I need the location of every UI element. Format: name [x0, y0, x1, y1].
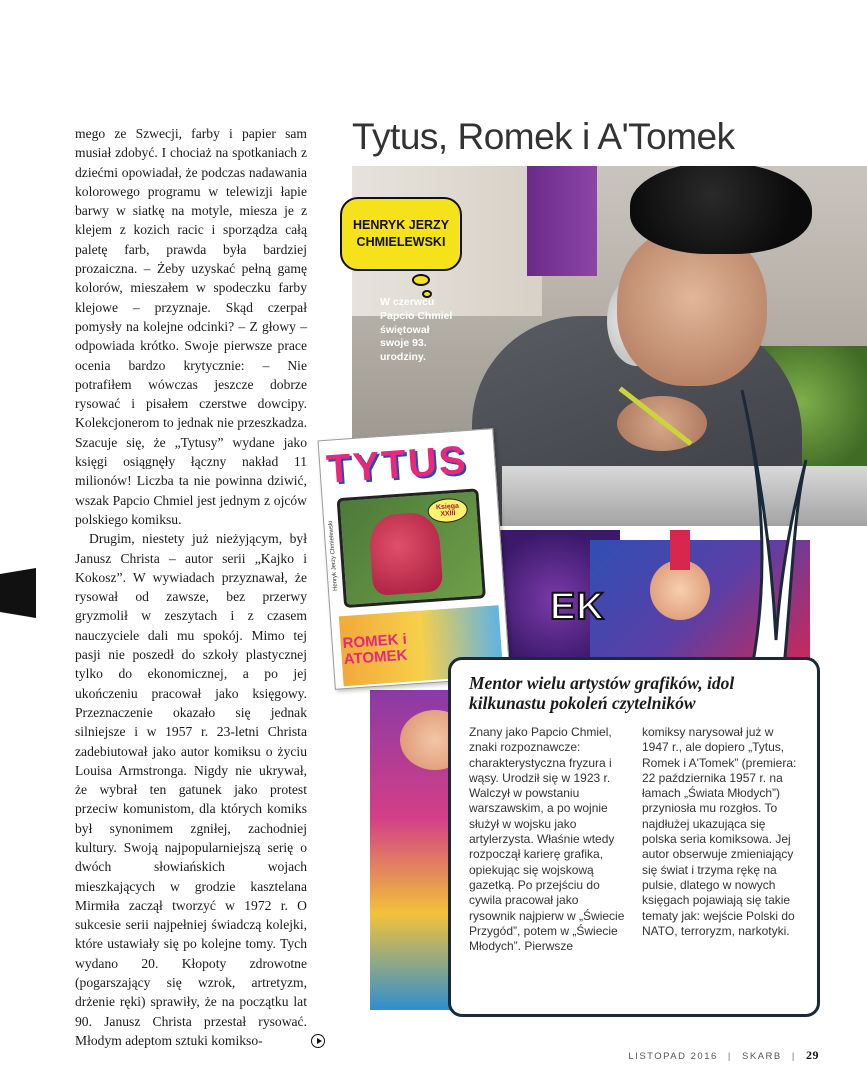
footer-separator: | — [727, 1051, 732, 1062]
footer-issue: LISTOPAD 2016 — [628, 1051, 718, 1062]
thought-bubble-dot — [412, 274, 430, 286]
photo-caption: W czerwcu Papcio Chmiel świętował swoje 93. urodziny. — [380, 296, 453, 364]
page-number: 29 — [806, 1048, 819, 1062]
footer-separator: | — [791, 1051, 796, 1062]
footer-magazine: SKARB — [742, 1051, 782, 1062]
speech-bubble-tail — [740, 390, 810, 670]
book-cover — [317, 428, 510, 690]
article-body — [75, 124, 307, 1050]
info-box — [448, 657, 820, 1017]
comic-character-hat — [670, 530, 690, 570]
cover-badge: Księga XXIII — [427, 497, 469, 524]
page-title: Tytus, Romek i A'Tomek — [352, 116, 735, 157]
info-box-columns — [469, 725, 801, 954]
section-tab-marker — [0, 568, 36, 618]
cover-character — [368, 511, 443, 596]
photo-curtain — [527, 166, 597, 276]
cover-subtitle: ROMEK i ATOMEK — [342, 630, 408, 669]
cover-title: TYTUS — [325, 438, 469, 492]
page-footer — [628, 1048, 819, 1063]
photo-desk — [502, 466, 867, 526]
photo-beret — [630, 166, 812, 254]
cover-author: Henryk Jerzy Chmielewski — [328, 520, 340, 592]
info-box-title: Mentor wielu artystów grafików, idol kilkunastu pokoleń czytelników — [469, 673, 735, 713]
info-box-column: Znany jako Papcio Chmiel, znaki rozpoznawcze: charakterystyczna fryzura i wąsy. Urodził się w 1923 r. Walczył w powstaniu warszawskim, a po wojnie służył w wojsku jako artylerzysta. Właśnie wtedy rozpoczął karierę grafika, opiekując się wojskową gazetką. Po przejściu do cywila pracował jako rysownik najpierw w „Świecie Przygód”, potem w „Świecie Młodych”. Pierwsze — [469, 725, 625, 954]
article-paragraph: mego ze Szwecji, farby i papier sam musiał zdobyć. I chociaż na spotkaniach z dziećmi opowiadał, że podczas nadawania kolorowego programu w telewizji łapie barwy w siatkę na motyle, miesza je z klejem z kozich racic i sporządza całą paletę farb, prawda była bardziej prozaiczna. – Żeby uzyskać pełną gamę kolorów, mieszałem w spodeczku farby klejowe – przyznaje. Skąd czerpał pomysły na kolejne odcinki? – Z głowy – odpowiada krótko. Swoje pierwsze prace ocenia bardzo krytycznie: – Nie potrafiłem wówczas jeszcze dobrze rysować i pisałem czerstwe dowcipy. Kolekcjonerom to jednak nie przeszkadza. Szacuje się, że „Tytusy” wydane jako księgi osiągnęły łączny nakład 11 milionów! Liczba ta nie powinna dziwić, wszak Papcio Chmiel jest jednym z ojców polskiego komiksu. — [75, 126, 307, 527]
continue-arrow-icon — [311, 1034, 325, 1048]
name-speech-bubble: HENRYK JERZY CHMIELEWSKI — [340, 197, 462, 271]
speech-bubble-tail-path — [742, 390, 806, 668]
article-paragraph: Drugim, niestety już nieżyjącym, był Janusz Christa – autor serii „Kajko i Kokosz”. W wywiadach przyznawał, że rysował od zawsze, bez przerwy gryzmolił w zeszytach i z czasem nauczyciele dali mu spokój. Mimo tej pasji nie poszedł do szkoły plastycznej tylko do ekonomicznej, a po jej ukończeniu pracował jako księgowy. Przeznaczenie okazało się jednak silniejsze i w 1957 r. 23-letni Christa zadebiutował jako autor komiksu o życiu Louisa Armstronga. Nigdy nie ukrywał, że wybrał ten gatunek jako protest przeciw komunistom, dla których komiks był synonimem zgniłej, zachodniej kultury. Swoją najpopularniejszą serię o dwóch słowiańskich wojach mieszkających w grodzie kasztelana Mirmiła zaczął tworzyć w 1972 r. O sukcesie serii najpełniej świadczą kolejki, które ustawiały się po kolejne tomy. Tych wydano 20. Kłopoty zdrowotne (pogarszający się wzrok, artretyzm, drżenie ręki) sprawiły, że na początku lat 90. Janusz Christa przestał rysować. Młodym adeptom sztuki komikso- — [75, 531, 307, 1048]
comic-lettering: EK — [550, 586, 605, 628]
info-box-column: komiksy narysował już w 1947 r., ale dopiero „Tytus, Romek i A'Tomek” (premiera: 22 października 1957 r. na łamach „Świata Młodych”) przyniosła mu rozgłos. To najdłużej ukazująca się polska seria komiksowa. Jej autor obserwuje zmieniający się świat i trzyma rękę na pulsie, dlatego w nowych księgach pojawiają się takie tematy jak: wejście Polski do NATO, terroryzm, narkotyki. — [642, 725, 797, 938]
